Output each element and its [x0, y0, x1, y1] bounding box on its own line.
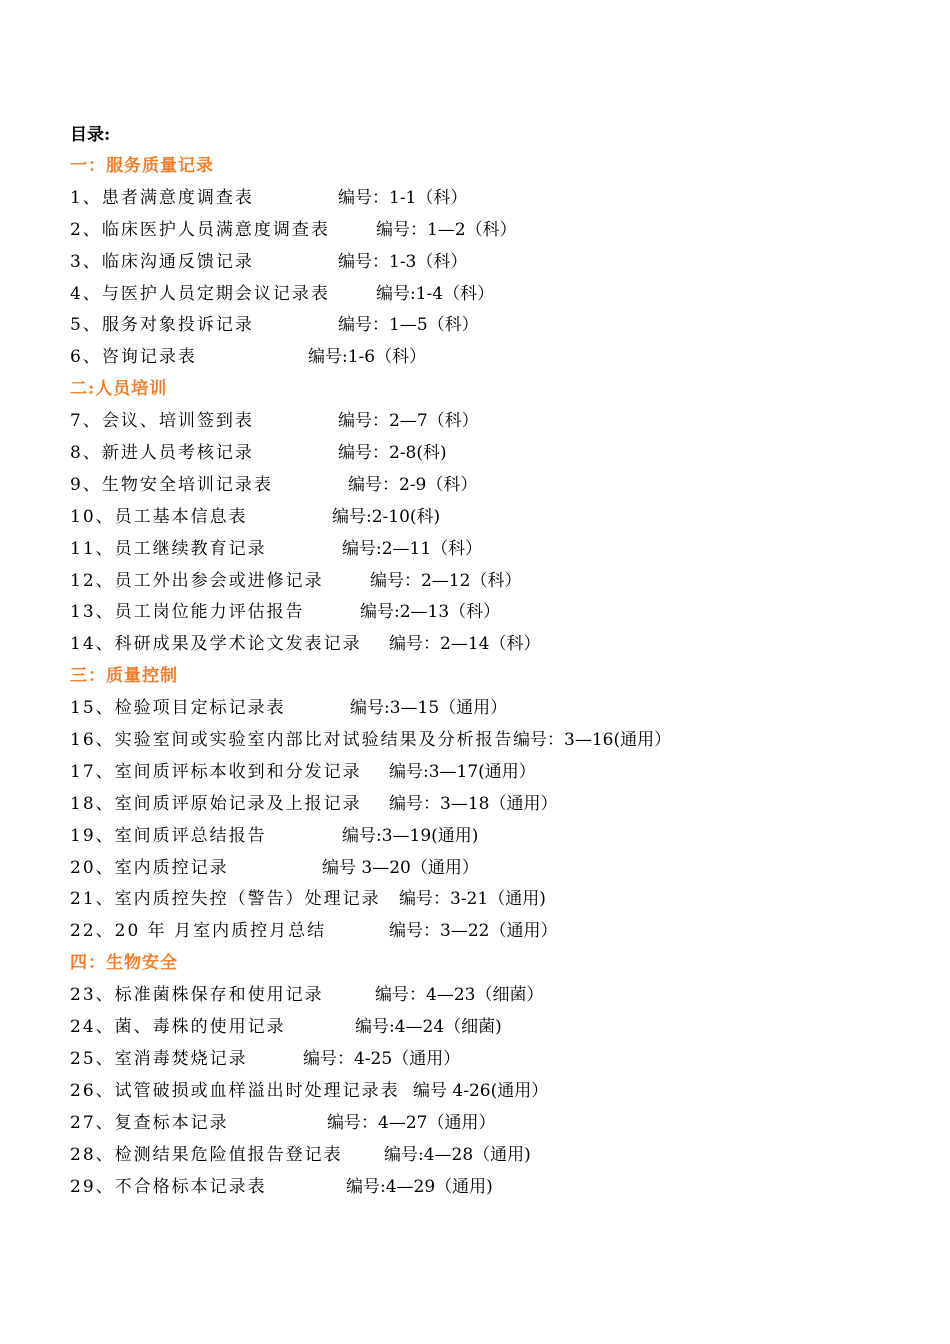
toc-entry [70, 534, 930, 566]
entry-title: 15、检验项目定标记录表 [70, 698, 286, 719]
entry-code: 编号：2—12（科） [370, 570, 522, 591]
entry-code: 编号：2-8(科) [338, 443, 447, 464]
entry-code: 编号：3—18（通用） [389, 793, 558, 814]
entry-title: 2、临床医护人员满意度调查表 [70, 219, 330, 240]
toc-entry [70, 597, 930, 629]
toc-entry [70, 725, 930, 757]
entry-title: 6、咨询记录表 [70, 347, 197, 368]
toc-entry [70, 470, 930, 502]
toc-title: 目录: [70, 125, 111, 145]
toc-entry [70, 1012, 930, 1044]
entry-code: 编号：3—16(通用） [513, 730, 672, 751]
entry-title: 14、科研成果及学术论文发表记录 [70, 634, 362, 655]
entry-title: 19、室间质评总结报告 [70, 825, 267, 846]
entry-title: 4、与医护人员定期会议记录表 [70, 283, 330, 304]
entry-title: 24、菌、毒株的使用记录 [70, 1017, 286, 1038]
entry-code: 编号：1—5（科） [338, 315, 479, 336]
section-heading: 二:人员培训 [70, 379, 168, 400]
toc-entry [70, 502, 930, 534]
entry-title: 3、临床沟通反馈记录 [70, 251, 254, 272]
toc-entry [70, 342, 930, 374]
entry-code: 编号:4—29（通用) [346, 1176, 493, 1197]
entry-code: 编号:2—13（科） [360, 602, 501, 623]
entry-code: 编号:3—19(通用) [342, 825, 479, 846]
toc-entry [70, 310, 930, 342]
entry-code: 编号：3-21（通用) [399, 889, 546, 910]
toc-entry [70, 247, 930, 279]
entry-title: 17、室间质评标本收到和分发记录 [70, 761, 362, 782]
toc-entry [70, 1172, 930, 1204]
entry-code: 编号 4-26(通用） [413, 1080, 549, 1101]
entry-code: 编号：4-25（通用） [303, 1048, 461, 1069]
entry-title: 8、新进人员考核记录 [70, 443, 254, 464]
entry-code: 编号：1—2（科） [376, 219, 517, 240]
entry-code: 编号：3—22（通用） [389, 921, 558, 942]
entry-code: 编号:2—11（科） [342, 538, 483, 559]
toc-entry [70, 629, 930, 661]
toc-entry [70, 853, 930, 885]
toc-entry [70, 1140, 930, 1172]
toc-entry [70, 183, 930, 215]
entry-title: 27、复查标本记录 [70, 1112, 229, 1133]
section-heading: 三：质量控制 [70, 666, 178, 687]
toc-entry [70, 279, 930, 311]
entry-title: 18、室间质评原始记录及上报记录 [70, 793, 362, 814]
entry-code: 编号:4—28（通用) [384, 1144, 531, 1165]
toc-entry [70, 821, 930, 853]
entry-title: 26、试管破损或血样溢出时处理记录表 [70, 1080, 400, 1101]
toc-entry [70, 884, 930, 916]
entry-title: 11、员工继续教育记录 [70, 538, 267, 559]
entry-title: 28、检测结果危险值报告登记表 [70, 1144, 343, 1165]
entry-code: 编号：4—27（通用） [327, 1112, 496, 1133]
toc-entry [70, 406, 930, 438]
entry-title: 5、服务对象投诉记录 [70, 315, 254, 336]
toc-entry [70, 566, 930, 598]
entry-code: 编号:4—24（细菌) [355, 1017, 502, 1038]
entry-title: 10、员工基本信息表 [70, 506, 248, 527]
toc-entry [70, 980, 930, 1012]
entry-code: 编号:1-4（科） [376, 283, 495, 304]
entry-title: 23、标准菌株保存和使用记录 [70, 985, 324, 1006]
entry-code: 编号:3—17(通用） [389, 761, 536, 782]
entry-title: 13、员工岗位能力评估报告 [70, 602, 305, 623]
entry-code: 编号:3—15（通用） [350, 698, 508, 719]
section-heading: 一：服务质量记录 [70, 156, 214, 176]
entry-code: 编号:2-10(科) [332, 506, 441, 527]
entry-code: 编号：1-3（科） [338, 251, 468, 272]
entry-code: 编号：2—14（科） [389, 634, 541, 655]
entry-code: 编号 3—20（通用） [322, 857, 479, 878]
toc-entry [70, 789, 930, 821]
entry-code: 编号：2-9（科） [348, 474, 478, 495]
entry-code: 编号:1-6（科） [308, 347, 427, 368]
entry-code: 编号：1-1（科） [338, 187, 468, 208]
table-of-contents [70, 151, 930, 1203]
toc-entry [70, 438, 930, 470]
entry-title: 25、室消毒焚烧记录 [70, 1048, 248, 1069]
entry-title: 21、室内质控失控（警告）处理记录 [70, 889, 381, 910]
entry-title: 9、生物安全培训记录表 [70, 474, 273, 495]
toc-entry [70, 1108, 930, 1140]
entry-title: 20、室内质控记录 [70, 857, 229, 878]
section-heading: 四：生物安全 [70, 953, 178, 974]
toc-entry [70, 916, 930, 948]
toc-entry [70, 1044, 930, 1076]
toc-entry [70, 215, 930, 247]
toc-entry [70, 1076, 930, 1108]
entry-title: 29、不合格标本记录表 [70, 1176, 267, 1197]
entry-title: 1、患者满意度调查表 [70, 187, 254, 208]
toc-entry [70, 757, 930, 789]
document-body [70, 120, 930, 1203]
entry-title: 7、会议、培训签到表 [70, 411, 254, 432]
entry-code: 编号：4—23（细菌） [375, 985, 544, 1006]
entry-title: 22、20 年 月室内质控月总结 [70, 921, 327, 942]
entry-code: 编号：2—7（科） [338, 411, 479, 432]
entry-title: 16、实验室间或实验室内部比对试验结果及分析报告 [70, 730, 514, 751]
toc-entry [70, 693, 930, 725]
entry-title: 12、员工外出参会或进修记录 [70, 570, 324, 591]
